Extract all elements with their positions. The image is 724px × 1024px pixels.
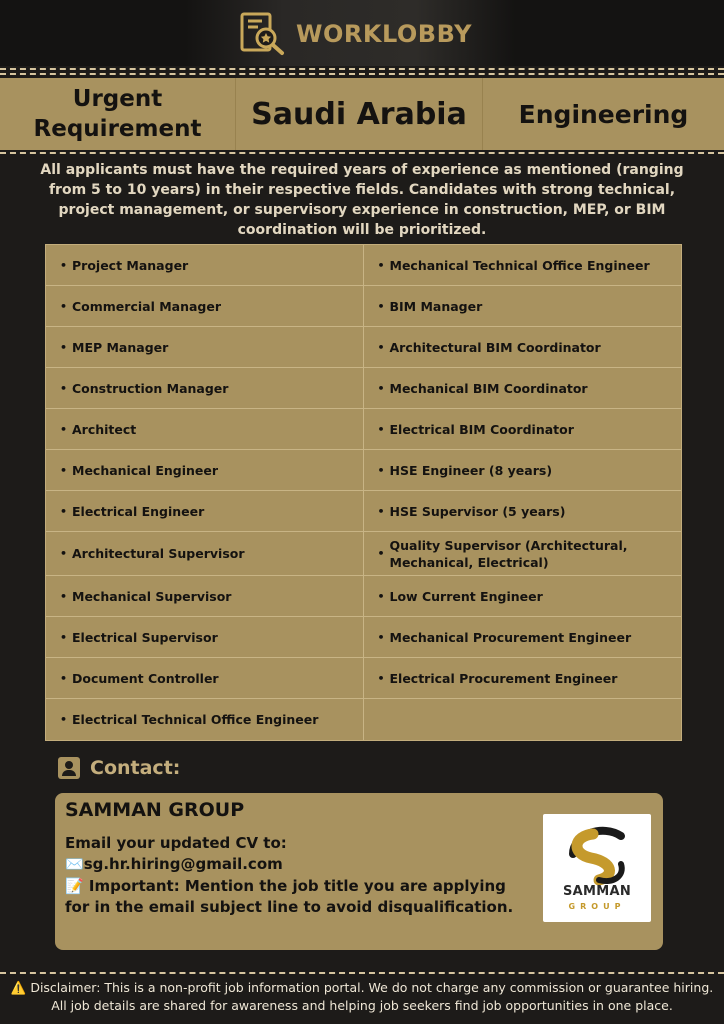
important-note-text: Important: Mention the job title you are applying for in the email subject line to avoid disqualification. (65, 877, 514, 916)
disclaimer-text: Disclaimer: This is a non-profit job information portal. We do not charge any commission or guarantee hiring. All job details are shared for awareness and helping job seekers find job opportunities in one place. (30, 980, 714, 1013)
urgent-requirement-label (0, 78, 235, 150)
bullet-icon: • (60, 713, 68, 726)
position-cell-left (46, 245, 364, 285)
bullet-icon: • (60, 299, 68, 313)
position-title: Mechanical Supervisor (72, 588, 232, 604)
stitch-divider-top (0, 68, 724, 70)
position-cell-left (46, 286, 364, 326)
contact-label: Contact: (90, 757, 181, 779)
stitch-divider-footer (0, 972, 724, 974)
position-title: Construction Manager (72, 380, 229, 396)
location-label: Saudi Arabia (235, 78, 483, 150)
bullet-icon: • (60, 340, 68, 354)
position-title: Low Current Engineer (389, 588, 543, 604)
position-cell-left (46, 368, 364, 408)
position-cell-right (364, 532, 682, 575)
position-title: Electrical Supervisor (72, 629, 218, 645)
position-cell-right (364, 617, 682, 657)
position-cell-right (364, 450, 682, 490)
position-cell-left (46, 658, 364, 698)
contact-heading (58, 755, 180, 781)
position-cell-right (364, 327, 682, 367)
position-cell-right (364, 658, 682, 698)
banner-left-line1: Urgent (72, 86, 163, 112)
table-row (46, 450, 681, 491)
position-title: Mechanical Technical Office Engineer (389, 257, 650, 273)
intro-text: All applicants must have the required years of experience as mentioned (ranging from 5 to 10 years) in their respective fields. Candidates with strong technical, project management, or supervisory experience in construction, MEP, or BIM coordination will be prioritized. (40, 162, 684, 238)
bullet-icon: • (60, 422, 68, 436)
bullet-icon: • (377, 630, 385, 644)
bullet-icon: • (377, 299, 385, 313)
position-title: Architectural Supervisor (72, 546, 245, 561)
bullet-icon: • (377, 671, 385, 685)
brand-name: WORKLOBBY (296, 20, 472, 48)
bullet-icon: • (377, 504, 385, 518)
email-instruction: Email your updated CV to: (65, 834, 287, 852)
position-cell-left (46, 327, 364, 367)
bullet-icon: • (60, 589, 68, 603)
position-title: Electrical Procurement Engineer (389, 670, 618, 686)
disclaimer (8, 979, 716, 1015)
position-title: HSE Engineer (8 years) (389, 462, 553, 478)
position-title: Document Controller (72, 670, 219, 686)
position-title: MEP Manager (72, 339, 169, 355)
bullet-icon: • (60, 504, 68, 518)
position-title: Mechanical Procurement Engineer (389, 629, 632, 645)
positions-table (45, 244, 682, 741)
table-row (46, 286, 681, 327)
email-address[interactable]: sg.hr.hiring@gmail.com (83, 855, 283, 873)
banner-left-line2: Requirement (33, 116, 202, 142)
bullet-icon: • (377, 422, 385, 436)
worklobby-logo[interactable] (240, 12, 472, 56)
table-row (46, 491, 681, 532)
table-row (46, 699, 681, 740)
position-cell-right (364, 368, 682, 408)
position-title: BIM Manager (389, 298, 483, 314)
envelope-icon: ✉️ (65, 855, 84, 873)
bullet-icon: • (60, 463, 68, 477)
table-row (46, 658, 681, 699)
bullet-icon: • (377, 589, 385, 603)
position-title: Commercial Manager (72, 298, 222, 314)
bullet-icon: • (377, 463, 385, 477)
important-note (65, 876, 525, 918)
position-title: Electrical BIM Coordinator (389, 421, 574, 437)
position-title: Mechanical Engineer (72, 462, 219, 478)
position-cell-right (364, 491, 682, 531)
position-cell-left (46, 576, 364, 616)
table-row (46, 327, 681, 368)
position-cell-right (364, 409, 682, 449)
position-title: Architect (72, 421, 137, 437)
position-title: HSE Supervisor (5 years) (389, 503, 566, 519)
stitch-divider-top-2 (0, 73, 724, 75)
position-cell-right (364, 245, 682, 285)
position-title: Quality Supervisor (Architectural, Mechanical, Electrical) (389, 537, 628, 570)
samman-group-logo (543, 814, 651, 922)
position-cell-left (46, 491, 364, 531)
bullet-icon: • (60, 630, 68, 644)
table-row (46, 409, 681, 450)
position-title: Electrical Engineer (72, 503, 205, 519)
position-title: Electrical Technical Office Engineer (72, 712, 319, 727)
table-row (46, 617, 681, 658)
email-line[interactable] (65, 854, 525, 875)
table-row (46, 245, 681, 286)
bullet-icon: • (60, 381, 68, 395)
logo-sub: GROUP (568, 902, 626, 911)
logo-name: SAMMAN (562, 884, 632, 899)
memo-icon: 📝 (65, 877, 84, 895)
bullet-icon: • (60, 671, 68, 685)
field-label: Engineering (518, 99, 689, 129)
requirement-banner (0, 78, 724, 150)
contact-card (55, 793, 663, 950)
position-cell-left (46, 450, 364, 490)
bullet-icon: • (377, 381, 385, 395)
bullet-icon: • (377, 547, 385, 560)
position-title: Mechanical BIM Coordinator (389, 380, 588, 396)
position-cell-right (364, 286, 682, 326)
company-name: SAMMAN GROUP (65, 799, 245, 821)
position-title: Project Manager (72, 257, 189, 273)
bullet-icon: • (60, 258, 68, 272)
position-cell-right (364, 576, 682, 616)
position-title: Architectural BIM Coordinator (389, 339, 601, 355)
bullet-icon: • (377, 340, 385, 354)
bullet-icon: • (377, 258, 385, 272)
position-cell-right (364, 699, 682, 740)
table-row (46, 576, 681, 617)
position-cell-left (46, 699, 364, 740)
position-cell-left (46, 617, 364, 657)
position-cell-left (46, 532, 364, 575)
contact-person-icon (58, 757, 80, 779)
table-row (46, 368, 681, 409)
bullet-icon: • (60, 547, 68, 560)
document-search-icon (240, 12, 286, 56)
warning-icon: ⚠️ (10, 980, 27, 995)
table-row (46, 532, 681, 576)
stitch-divider-bottom (0, 152, 724, 154)
position-cell-left (46, 409, 364, 449)
